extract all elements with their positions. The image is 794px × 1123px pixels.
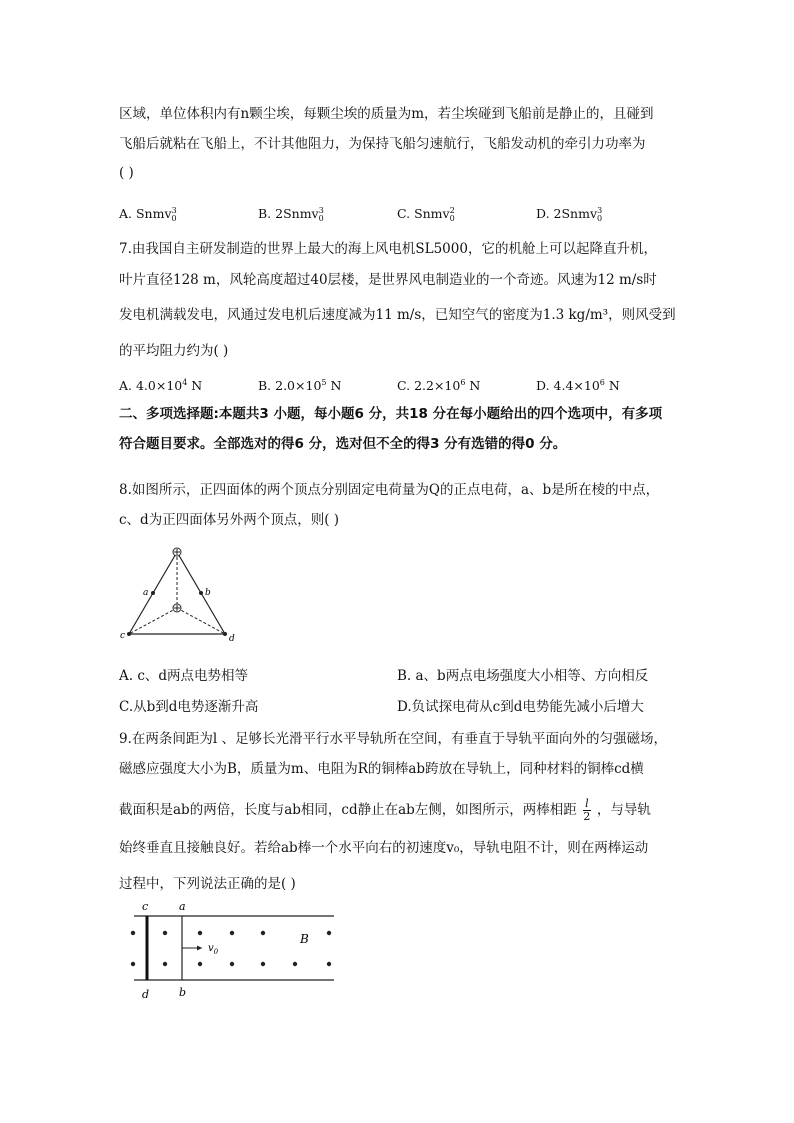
q6-line-1: 区域，单位体积内有n颗尘埃，每颗尘埃的质量为m，若尘埃碰到飞船前是静止的，且碰到 [119,106,654,122]
label-a: a [143,588,149,598]
q9-line-2: 磁感应强度大小为B，质量为m、电阻为R的铜棒ab跨放在导轨上，同种材料的铜棒cd横 [119,761,644,777]
q9-line-3 [119,798,651,823]
q6-option-b: B. 2Snmv$_0^3$ [258,206,324,223]
q8-option-b: B. a、b两点电场强度大小相等、方向相反 [397,668,649,684]
q6-line-2: 飞船后就粘在飞船上，不计其他阻力，为保持飞船匀速航行，飞船发动机的牵引力功率为 [119,136,646,152]
q7-option-b: B. $2.0\times 10^5$ N [258,378,342,393]
q6-line-3: ( ) [119,165,134,181]
q6-option-d: D. 2Snmv$_0^3$ [536,206,603,223]
q9-line-4: 始终垂直且接触良好。若给ab棒一个水平向右的初速度v₀，导轨电阻不计，则在两棒运动 [119,840,649,856]
q6-option-a: A. Snmv$_0^3$ [119,206,177,223]
point-a-dot [151,591,155,595]
q9-line-5: 过程中，下列说法正确的是( ) [119,876,296,892]
rail-figure [120,898,340,1004]
q7-option-c: C. $2.2\times 10^6$ N [397,378,481,393]
label-b: b [179,986,187,999]
field-label-b: B [300,932,309,946]
label-a: a [179,900,186,913]
q7-option-d: D. $4.4\times 10^6$ N [536,378,620,393]
q6-option-c: C. Snmv$_0^2$ [397,206,455,223]
label-b: b [205,588,211,598]
label-d: d [229,634,235,644]
tetrahedron-figure [115,542,245,647]
positive-charge-top [173,548,181,556]
fraction-denominator: 2 [583,810,591,823]
label-c: c [142,900,149,913]
q7-option-a: A. $4.0\times 10^4$ N [119,378,203,393]
section-2-heading-line-1: 二、多项选择题:本题共3 小题，每小题6 分，共18 分在每小题给出的四个选项中，有多项 [119,406,663,422]
q8-option-a: A. c、d两点电势相等 [119,668,249,684]
section-2-heading-line-2: 符合题目要求。全部选对的得6 分，选对但不全的得3 分有选错的得0 分。 [119,436,567,452]
q7-line-1: 7.由我国自主研发制造的世界上最大的海上风电机SL5000，它的机舱上可以起降直升机， [119,241,657,257]
point-d-dot [223,632,227,636]
q8-option-c: C.从b到d电势逐渐升高 [119,699,259,715]
point-c-dot [127,632,131,636]
q8-line-1: 8.如图所示，正四面体的两个顶点分别固定电荷量为Q的正点电荷，a、b是所在棱的中点， [119,482,660,498]
fraction-numerator: l [585,797,589,810]
q7-line-2: 叶片直径128 m，风轮高度超过40层楼，是世界风电制造业的一个奇迹。风速为12 m/s时 [119,272,657,288]
velocity-arrow-head [197,946,202,951]
q9-line-3-text: 截面积是ab的两倍，长度与ab相同，cd静止在ab左侧，如图所示，两棒相距 [119,802,577,818]
point-b-dot [199,591,203,595]
q8-option-d: D.负试探电荷从c到d电势能先减小后增大 [397,699,644,715]
label-c: c [120,631,126,641]
q7-line-3: 发电机满载发电，风通过发电机后速度减为11 m/s，已知空气的密度为1.3 kg/m³，则风受到 [119,307,676,323]
q8-line-2: c、d为正四面体另外两个顶点，则( ) [119,512,340,528]
q9-line-1: 9.在两条间距为l 、足够长光滑平行水平导轨所在空间，有垂直于导轨平面向外的匀强磁场， [119,731,667,747]
q9-line-3-end: ，与导轨 [596,802,651,818]
q7-line-4: 的平均阻力约为( ) [119,343,229,359]
fraction-l-over-2 [583,798,591,823]
velocity-label: $v_0$ [208,943,219,956]
label-d: d [142,988,150,1001]
positive-charge-inner [173,604,181,612]
